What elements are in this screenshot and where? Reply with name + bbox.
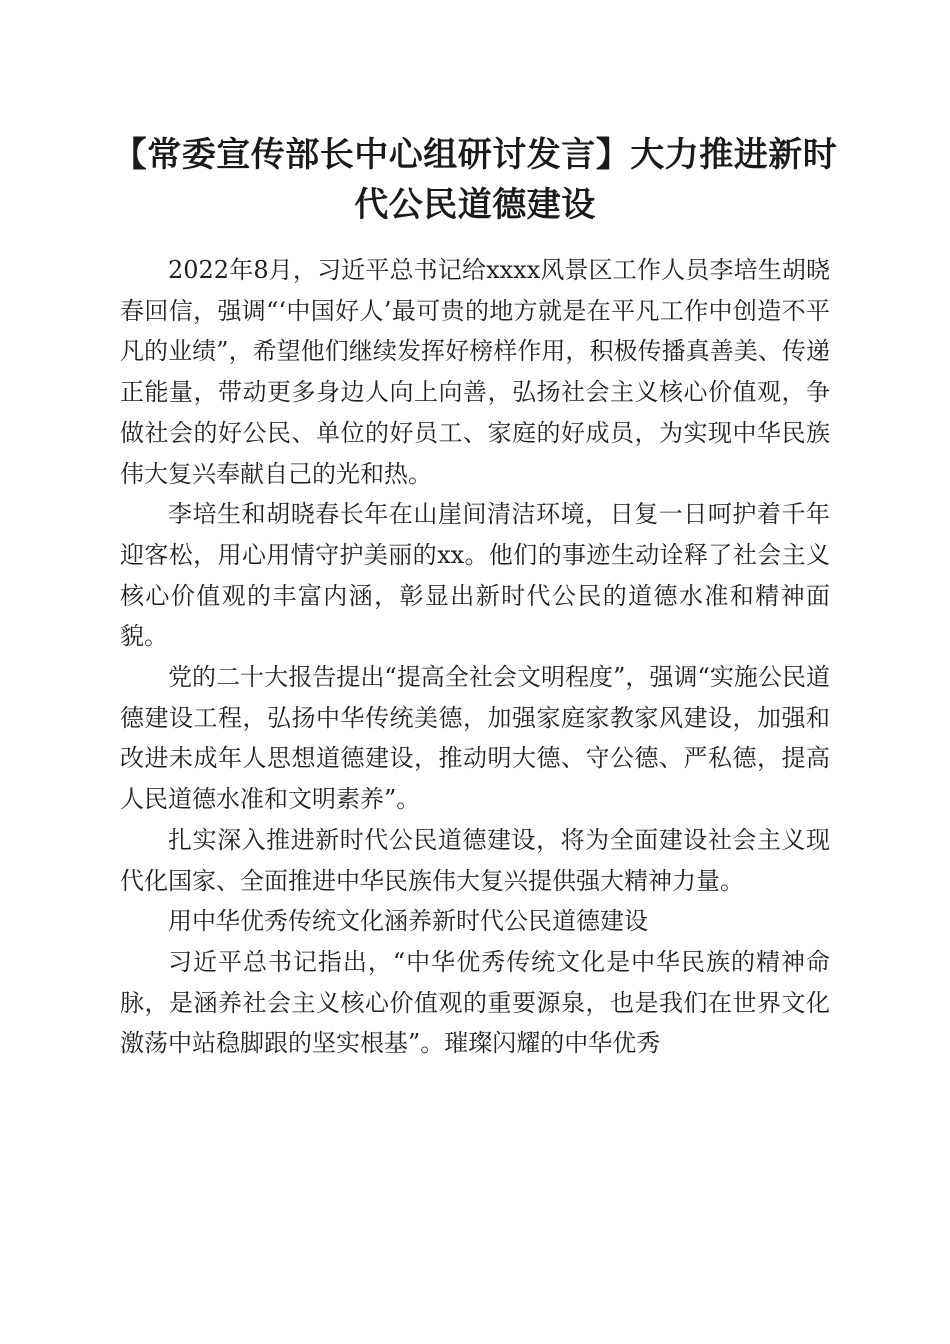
document-body [120, 250, 830, 1064]
section-heading: 用中华优秀传统文化涵养新时代公民道德建设 [168, 907, 648, 936]
document-title: 【常委宣传部长中心组研讨发言】大力推进新时代公民道德建设 [112, 135, 838, 225]
paragraph: 党的二十大报告提出“提高全社会文明程度”，强调“实施公民道德建设工程，弘扬中华传统美德，加强家庭家教家风建设，加强和改进未成年人思想道德建设，推动明大德、守公德、严私德，提高人民道德水准和文明素养”。 [120, 663, 830, 814]
paragraph: 扎实深入推进新时代公民道德建设，将为全面建设社会主义现代化国家、全面推进中华民族伟大复兴提供强大精神力量。 [120, 825, 830, 895]
paragraph: 2022年8月，习近平总书记给xxxx风景区工作人员李培生胡晓春回信，强调“‘中国好人’最可贵的地方就是在平凡工作中创造不平凡的业绩”，希望他们继续发挥好榜样作用，积极传播真善美、传递正能量，带动更多身边人向上向善，弘扬社会主义核心价值观，争做社会的好公民、单位的好员工、家庭的好成员，为实现中华民族伟大复兴奉献自己的光和热。 [120, 256, 830, 488]
paragraph: 李培生和胡晓春长年在山崖间清洁环境，日复一日呵护着千年迎客松，用心用情守护美丽的xx。他们的事迹生动诠释了社会主义核心价值观的丰富内涵，彰显出新时代公民的道德水准和精神面貌。 [120, 500, 830, 651]
paragraph: 习近平总书记指出，“中华优秀传统文化是中华民族的精神命脉，是涵养社会主义核心价值观的重要源泉，也是我们在世界文化激荡中站稳脚跟的坚实根基”。璀璨闪耀的中华优秀 [120, 947, 830, 1058]
